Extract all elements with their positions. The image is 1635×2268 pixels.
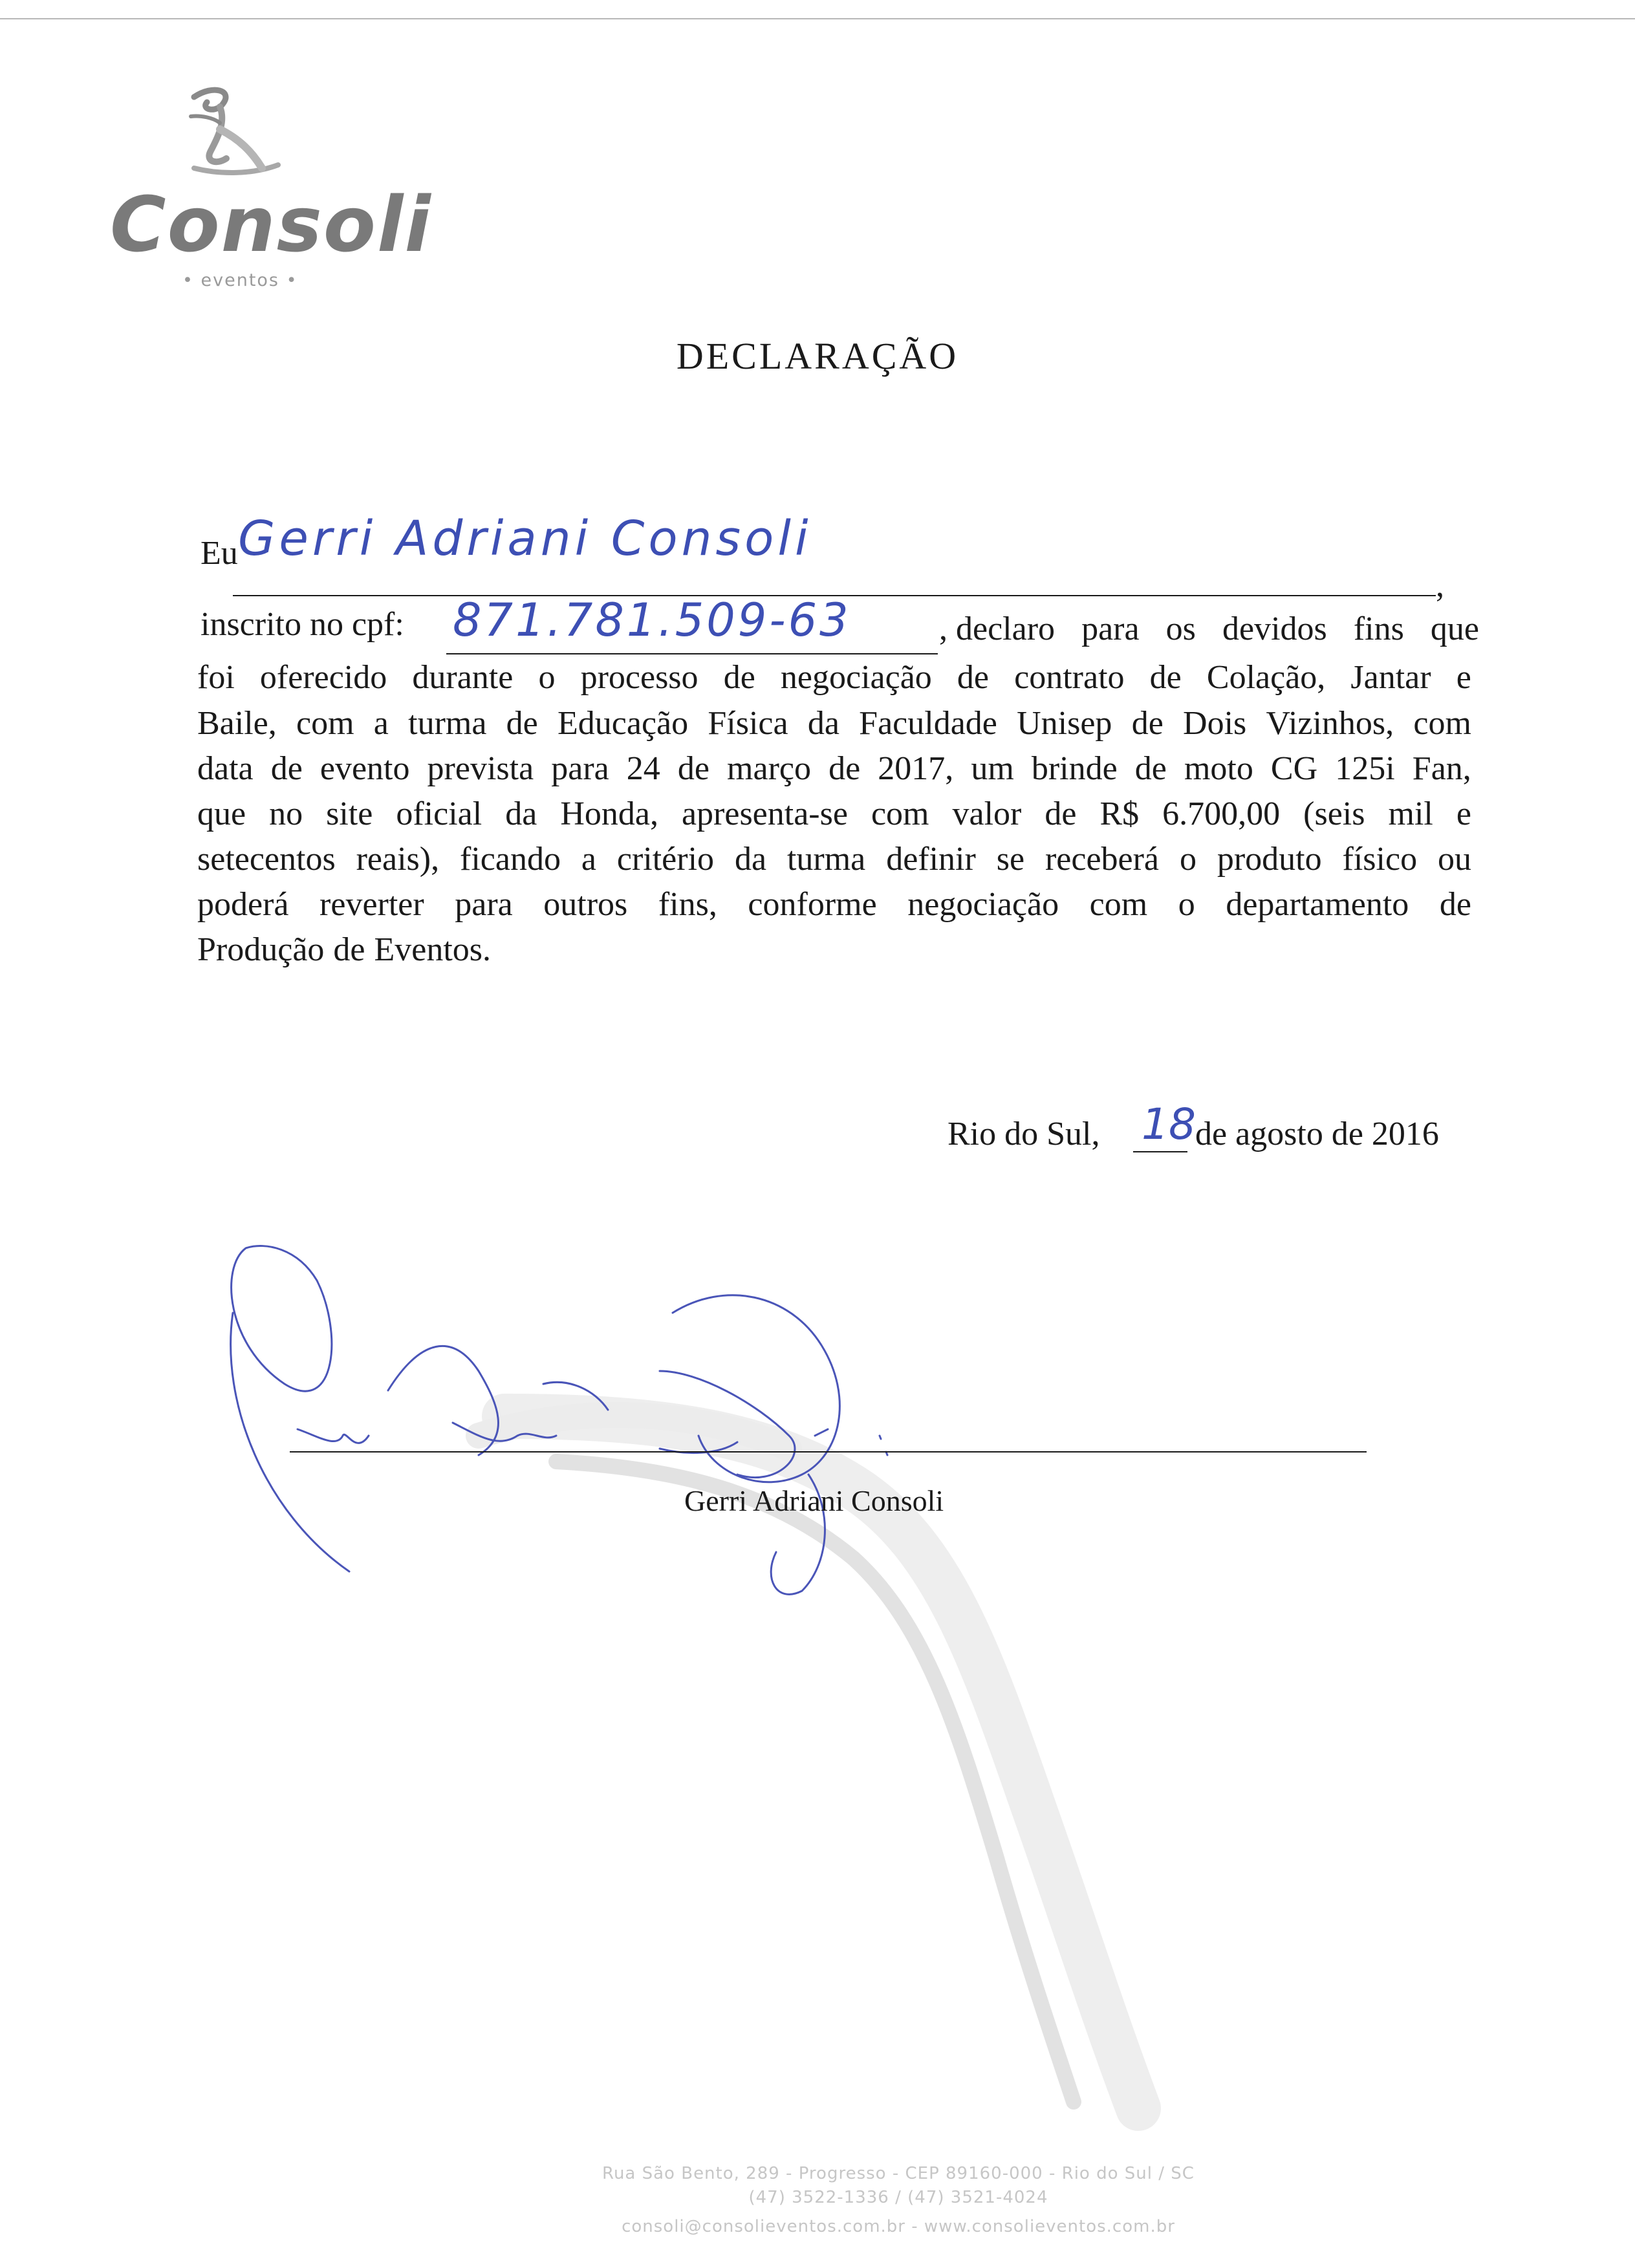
paragraph-word: Dois	[1183, 705, 1247, 742]
paragraph-word: um	[971, 750, 1014, 787]
paragraph-word: mil	[1388, 795, 1433, 832]
paragraph-word: Eventos.	[374, 931, 492, 968]
paragraph-word: Jantar	[1350, 659, 1431, 696]
paragraph-line	[197, 933, 1471, 967]
cpf-blank-line	[446, 653, 938, 654]
paragraph-word: de	[828, 750, 861, 787]
paragraph-word: R$	[1099, 795, 1140, 832]
paragraph-word: 6.700,00	[1162, 795, 1281, 832]
paragraph-word: processo	[580, 659, 698, 696]
handwritten-cpf: 871.781.509-63	[453, 594, 851, 647]
paragraph-word: de	[723, 659, 755, 696]
paragraph-word: Educação	[558, 705, 689, 742]
handwritten-signature	[207, 1242, 996, 1604]
paragraph-word: negociação	[907, 886, 1059, 923]
paragraph-word: Unisep	[1017, 705, 1112, 742]
paragraph-word: reais),	[356, 841, 440, 878]
paragraph-word: de	[506, 705, 538, 742]
paragraph-word: com	[871, 795, 929, 832]
paragraph-word: moto	[1184, 750, 1253, 787]
paragraph-line	[197, 843, 1471, 876]
paragraph-word: que	[197, 795, 246, 832]
paragraph-word: para	[551, 750, 609, 787]
paragraph-word: apresenta-se	[681, 795, 848, 832]
paragraph-word: o	[1178, 886, 1195, 923]
paragraph-word: 125i	[1335, 750, 1395, 787]
paragraph-word: reverter	[319, 886, 424, 923]
paragraph-word: para	[455, 886, 513, 923]
signature-line	[290, 1451, 1367, 1453]
handwritten-name: Gerri Adriani Consoli	[238, 511, 812, 567]
paragraph-word: departamento	[1226, 886, 1409, 923]
paragraph-word: brinde	[1031, 750, 1118, 787]
paragraph-word: de	[1045, 795, 1077, 832]
logo-subtitle: • eventos •	[182, 270, 298, 290]
tail-word: que	[1430, 610, 1479, 647]
paragraph-word: Baile,	[197, 705, 277, 742]
paragraph-word: valor	[952, 795, 1022, 832]
paragraph-word: receberá	[1045, 841, 1160, 878]
paragraph-word: Faculdade	[859, 705, 997, 742]
name-comma: ,	[1436, 567, 1444, 604]
paragraph-word: o	[1179, 841, 1196, 878]
tail-word: fins	[1353, 610, 1404, 647]
paragraph-word: Colação,	[1206, 659, 1326, 696]
handwritten-day: 18	[1142, 1099, 1196, 1149]
paragraph-word: foi	[197, 659, 235, 696]
paragraph-word: Honda,	[560, 795, 658, 832]
paragraph-word: 24	[626, 750, 660, 787]
paragraph-word: site	[326, 795, 373, 832]
paragraph-word: negociação	[780, 659, 932, 696]
paragraph-word: durante	[412, 659, 514, 696]
paragraph-word: turma	[786, 841, 866, 878]
paragraph-word: definir	[886, 841, 976, 878]
paragraph-word: da	[734, 841, 767, 878]
paragraph-word: Física	[708, 705, 788, 742]
paragraph-word: turma	[408, 705, 487, 742]
document-title: DECLARAÇÃO	[676, 335, 959, 377]
paragraph-word: Fan,	[1412, 750, 1471, 787]
paragraph-word: 2017,	[878, 750, 954, 787]
paragraph-word: com	[1413, 705, 1471, 742]
paragraph-word: CG	[1270, 750, 1318, 787]
paragraph-word: oferecido	[259, 659, 387, 696]
cpf-label: inscrito no cpf:	[200, 606, 404, 643]
paragraph-word: de	[957, 659, 990, 696]
date-month-year: de agosto de 2016	[1195, 1116, 1439, 1152]
paragraph-line	[197, 752, 1471, 786]
signer-name: Gerri Adriani Consoli	[684, 1484, 944, 1517]
paragraph-word: produto	[1217, 841, 1322, 878]
date-place: Rio do Sul,	[947, 1116, 1100, 1152]
paragraph-word: com	[1089, 886, 1148, 923]
paragraph-line	[197, 888, 1471, 922]
paragraph-word: setecentos	[197, 841, 336, 878]
paragraph-word: de	[333, 931, 365, 968]
paragraph-word: de	[1131, 705, 1164, 742]
paragraph-word: e	[1456, 795, 1471, 832]
tail-word: os	[1165, 610, 1196, 647]
tail-word: para	[1081, 610, 1140, 647]
footer-address: Rua São Bento, 289 - Progresso - CEP 89160-000 - Rio do Sul / SC	[602, 2164, 1195, 2183]
paragraph-word: contrato	[1014, 659, 1125, 696]
paragraph-word: a	[373, 705, 389, 742]
paragraph-word: a	[581, 841, 596, 878]
dancer-emblem-icon	[155, 78, 285, 188]
paragraph-word: de	[677, 750, 709, 787]
cpf-line-tail	[939, 612, 1479, 646]
paragraph-word: se	[996, 841, 1025, 878]
eu-label: Eu	[200, 535, 238, 572]
consoli-logo	[110, 78, 432, 291]
tail-word: devidos	[1222, 610, 1327, 647]
footer-phones: (47) 3522-1336 / (47) 3521-4024	[748, 2188, 1048, 2207]
paragraph-line	[197, 797, 1471, 831]
paragraph-word: de	[1134, 750, 1167, 787]
paragraph-word: o	[538, 659, 556, 696]
paragraph-word: critério	[616, 841, 715, 878]
paragraph-word: ou	[1438, 841, 1471, 878]
paragraph-word: conforme	[748, 886, 877, 923]
paragraph-word: com	[296, 705, 354, 742]
paragraph-word: e	[1456, 659, 1471, 696]
tail-word: , declaro	[939, 610, 1056, 647]
paragraph-word: Vizinhos,	[1266, 705, 1394, 742]
date-blank-line	[1133, 1151, 1187, 1152]
paragraph-word: de	[1149, 659, 1182, 696]
paragraph-word: da	[807, 705, 839, 742]
top-scan-edge	[0, 18, 1635, 19]
paragraph-word: da	[505, 795, 537, 832]
paragraph-word: data	[197, 750, 254, 787]
paragraph-word: ficando	[460, 841, 561, 878]
paragraph-word: prevista	[427, 750, 534, 787]
logo-wordmark: Consoli	[110, 180, 432, 269]
paragraph-word: evento	[319, 750, 410, 787]
paragraph-word: de	[270, 750, 303, 787]
paragraph-word: março	[727, 750, 811, 787]
paragraph-word: fins,	[658, 886, 717, 923]
paragraph-line	[197, 661, 1471, 695]
paragraph-word: físico	[1342, 841, 1418, 878]
paragraph-word: oficial	[396, 795, 482, 832]
paragraph-word: no	[269, 795, 303, 832]
paragraph-word: poderá	[197, 886, 289, 923]
footer-contacts: consoli@consolieventos.com.br - www.consolieventos.com.br	[622, 2217, 1175, 2236]
paragraph-word: (seis	[1303, 795, 1365, 832]
paragraph-line	[197, 707, 1471, 740]
paragraph-word: Produção	[197, 931, 325, 968]
paragraph-word: outros	[543, 886, 628, 923]
paragraph-word: de	[1439, 886, 1471, 923]
